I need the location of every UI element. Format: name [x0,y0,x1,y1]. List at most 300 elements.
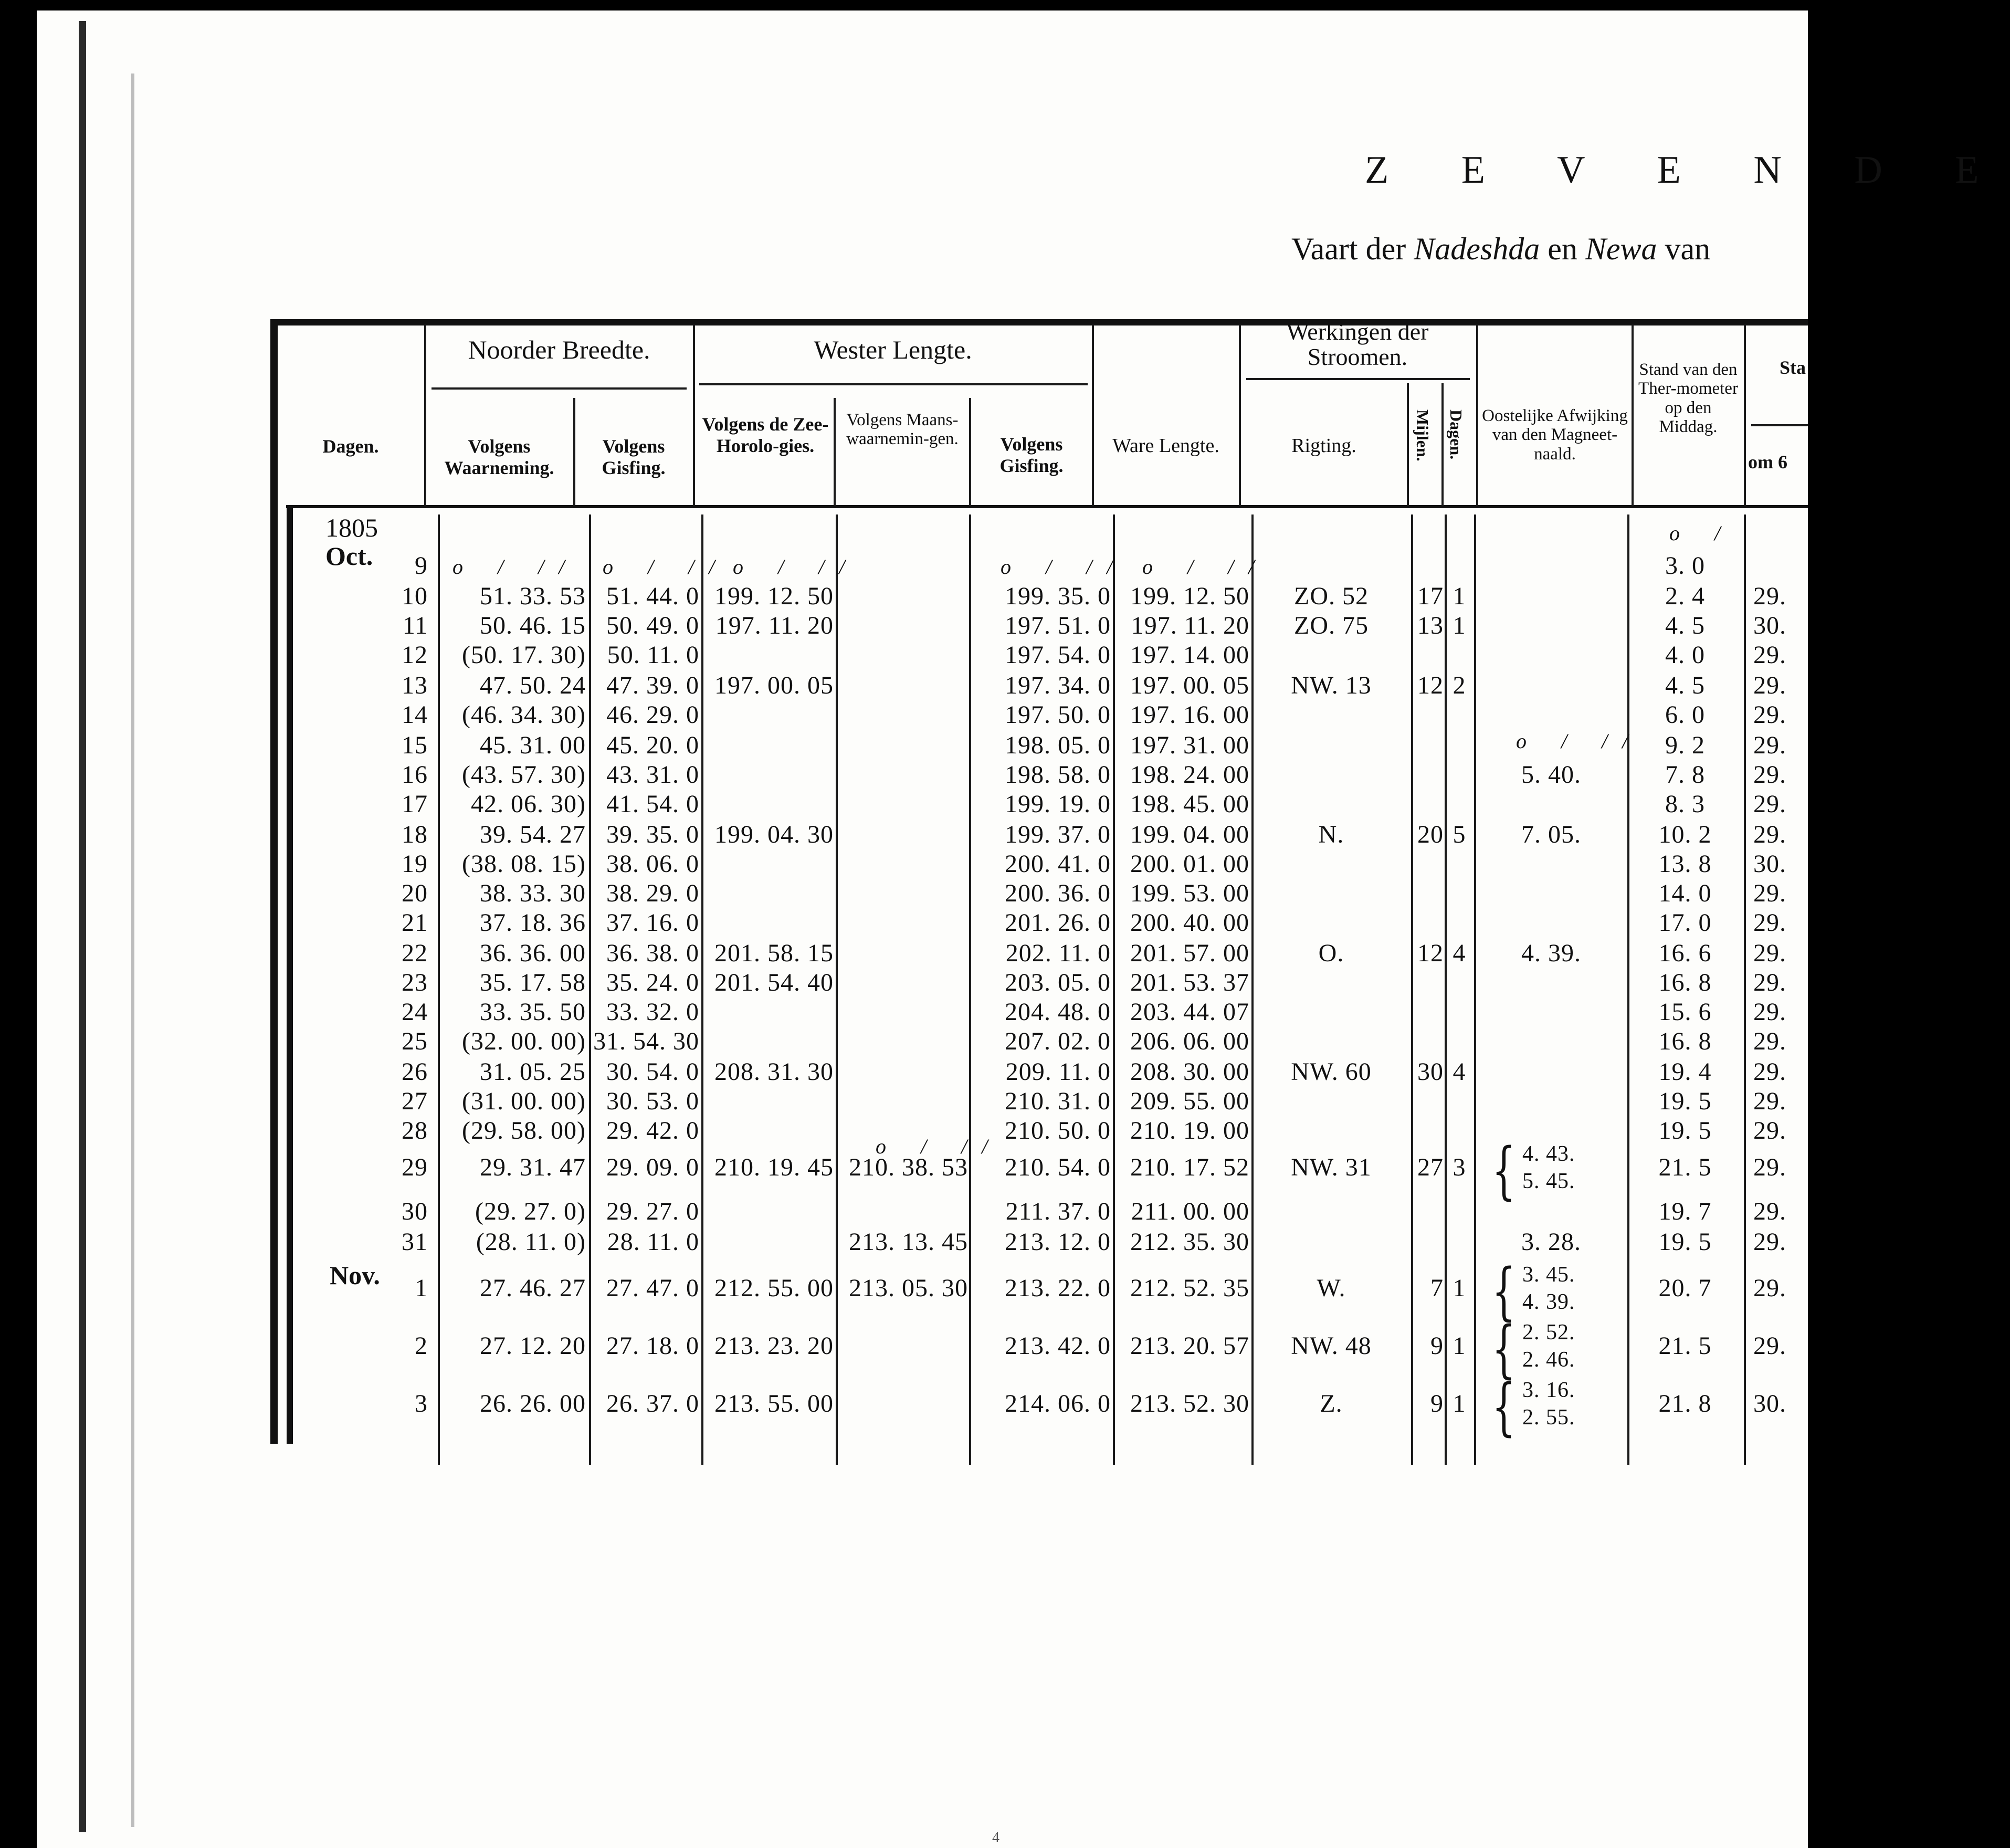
cell-barometer: 29. [1753,1087,1786,1115]
table-row [0,1197,1808,1226]
cell-ware-lengte: 197. 16. 00 [1130,701,1249,729]
header-group-rule [1246,378,1470,380]
cell-barometer: 29. [1753,731,1786,759]
cell-ware-lengte: 201. 57. 00 [1130,939,1249,967]
cell-barometer: 29. [1753,1228,1786,1256]
cell-wl-gissing: 209. 11. 0 [1005,1058,1111,1086]
cell-wl-horologies: 199. 12. 50 [714,582,834,610]
cell-barometer: 30. [1753,1390,1786,1418]
cell-barometer: 29. [1753,701,1786,729]
cell-nb-gissing: 47. 39. 0 [606,671,699,699]
cell-wl-horologies: 201. 58. 15 [714,939,834,967]
cell-mijlen: 30 [1417,1058,1444,1086]
cell-wl-horologies: 201. 54. 40 [714,969,834,996]
cell-nb-gissing: 26. 37. 0 [606,1390,699,1418]
units-nb-w: o / // [452,555,580,579]
cell-thermometer: 14. 0 [1658,879,1712,907]
cell-nb-waarneming: (32. 00. 00) [462,1027,586,1055]
table-row [0,1057,1808,1087]
cell-wl-gissing: 197. 34. 0 [1005,671,1111,699]
cell-thermometer: 21. 5 [1658,1332,1712,1360]
cell-wl-gissing: 213. 42. 0 [1005,1332,1111,1360]
brace-icon: { [1492,1312,1516,1385]
cell-rigting: O. [1318,939,1344,967]
cell-dagen: 4 [1453,1058,1466,1086]
cell-day: 29 [402,1153,428,1181]
cell-nb-gissing: 28. 11. 0 [607,1228,699,1256]
cell-afwijking-pair: 2. 46. [1522,1348,1575,1372]
cell-day: 2 [415,1332,428,1360]
cell-rigting: Z. [1320,1390,1343,1418]
cell-thermometer: 19. 7 [1658,1198,1712,1225]
units-wl-h: o / // [733,555,860,579]
cell-wl-gissing: 201. 26. 0 [1005,909,1111,937]
table-row [0,968,1808,998]
cell-wl-gissing: 214. 06. 0 [1005,1390,1111,1418]
cell-rigting: W. [1317,1274,1346,1302]
units-ware: o / // [1142,555,1269,579]
cell-nb-gissing: 29. 27. 0 [606,1198,699,1225]
cell-nb-waarneming: (46. 34. 30) [462,701,586,729]
cell-day: 28 [402,1117,428,1144]
units-wl-m: o / // [876,1135,1003,1158]
cell-barometer: 29. [1753,969,1786,996]
table-row [0,1255,1808,1327]
cell-nb-gissing: 46. 29. 0 [606,701,699,729]
cell-nb-waarneming: 33. 35. 50 [480,998,586,1026]
table-row [0,790,1808,819]
cell-thermometer: 20. 7 [1658,1274,1712,1302]
cell-wl-gissing: 207. 02. 0 [1005,1027,1111,1055]
cell-ware-lengte: 199. 53. 00 [1130,879,1249,907]
cell-afwijking-pair: 3. 16. [1522,1378,1575,1402]
cell-dagen: 1 [1453,1274,1466,1302]
cell-day: 18 [402,821,428,848]
cell-nb-waarneming: 29. 31. 47 [480,1153,586,1181]
header-thermometer: Stand van den Ther-mometer op den Middag. [1638,360,1738,436]
cell-day: 14 [402,701,428,729]
header-ware-lengte: Ware Lengte. [1112,435,1219,457]
cell-ware-lengte: 213. 52. 30 [1130,1390,1249,1418]
cell-barometer: 30. [1753,850,1786,878]
header-bottom-rule [286,505,1808,508]
month-nov: Nov. [330,1261,380,1290]
cell-nb-gissing: 39. 35. 0 [606,821,699,848]
cell-day: 12 [402,641,428,669]
cell-ware-lengte: 213. 20. 57 [1130,1332,1249,1360]
cell-barometer: 29. [1753,909,1786,937]
ship-name-2: Newa [1585,232,1657,266]
cell-thermometer: 10. 2 [1658,821,1712,848]
cell-wl-horologies: 212. 55. 00 [714,1274,834,1302]
cell-wl-gissing: 197. 50. 0 [1005,701,1111,729]
cell-barometer: 29. [1753,1198,1786,1225]
cell-wl-gissing: 200. 36. 0 [1005,879,1111,907]
cell-nb-waarneming: 47. 50. 24 [480,671,586,699]
cell-rigting: ZO. 52 [1294,582,1369,610]
cell-day: 25 [402,1027,428,1055]
cell-rigting: ZO. 75 [1294,612,1369,639]
cell-mijlen: 27 [1417,1153,1444,1181]
header-wl-gissing: Volgens Gisfing. [999,434,1064,477]
cell-mijlen: 12 [1417,671,1444,699]
table-row [0,1227,1808,1257]
cell-thermometer: 6. 0 [1665,701,1705,729]
cell-thermometer: 16. 6 [1658,939,1712,967]
cell-day: 19 [402,850,428,878]
cell-ware-lengte: 199. 12. 50 [1130,582,1249,610]
cell-wl-gissing: 200. 41. 0 [1005,850,1111,878]
cell-ware-lengte: 201. 53. 37 [1130,969,1249,996]
cell-wl-gissing: 213. 22. 0 [1005,1274,1111,1302]
units-nb-g: o / // [603,555,730,579]
cell-nb-gissing: 30. 54. 0 [606,1058,699,1086]
cell-thermometer: 19. 5 [1658,1117,1712,1144]
units-wl-g: o / // [1001,555,1128,579]
cell-wl-maans: 210. 38. 53 [849,1153,968,1181]
table-row [0,1312,1808,1385]
cell-rigting: N. [1318,821,1344,848]
cell-thermometer: 9. 2 [1665,731,1705,759]
cell-wl-horologies: 199. 04. 30 [714,821,834,848]
header-dagen-small: Dagen. [1447,410,1466,460]
header-wester-lengte: Wester Lengte. [814,335,972,364]
header-divider [1239,324,1241,506]
cell-afwijking-pair: 4. 39. [1522,1290,1575,1314]
header-subdivider [834,398,836,506]
cell-thermometer: 13. 8 [1658,850,1712,878]
cell-nb-waarneming: 37. 18. 36 [480,909,586,937]
cell-day: 9 [415,552,428,580]
cell-wl-gissing: 210. 31. 0 [1005,1087,1111,1115]
cell-mijlen: 7 [1430,1274,1444,1302]
cell-mijlen: 9 [1430,1390,1444,1418]
table-row [0,849,1808,879]
cell-ware-lengte: 206. 06. 00 [1130,1027,1249,1055]
cell-nb-waarneming: 27. 46. 27 [480,1274,586,1302]
cell-wl-gissing: 199. 35. 0 [1005,582,1111,610]
cell-nb-gissing: 33. 32. 0 [606,998,699,1026]
table-row [0,611,1808,640]
cell-ware-lengte: 209. 55. 00 [1130,1087,1249,1115]
cell-thermometer: 17. 0 [1658,909,1712,937]
cell-thermometer: 7. 8 [1665,761,1705,789]
table-row [0,760,1808,790]
cell-day: 1 [415,1274,428,1302]
cell-ware-lengte: 208. 30. 00 [1130,1058,1249,1086]
page-subheading [1291,231,1710,267]
cell-thermometer: 19. 5 [1658,1228,1712,1256]
cell-nb-waarneming: 35. 17. 58 [480,969,586,996]
ship-name-1: Nadeshda [1414,232,1540,266]
cell-afwijking: 3. 28. [1521,1228,1581,1256]
cell-nb-gissing: 29. 42. 0 [606,1117,699,1144]
cell-wl-maans: 213. 13. 45 [849,1228,968,1256]
subheading-suffix: van [1657,232,1711,266]
cell-dagen: 4 [1453,939,1466,967]
cell-dagen: 1 [1453,582,1466,610]
cell-ware-lengte: 212. 52. 35 [1130,1274,1249,1302]
brace-icon: { [1492,1370,1516,1443]
cell-barometer: 29. [1753,998,1786,1026]
cell-dagen: 1 [1453,612,1466,639]
table-row [0,1027,1808,1056]
cell-day: 3 [415,1390,428,1418]
cell-day: 30 [402,1198,428,1225]
cell-wl-gissing: 202. 11. 0 [1005,939,1111,967]
header-nb-gissing: Volgens Gisfing. [602,436,666,479]
table-row [0,820,1808,849]
cell-thermometer: 2. 4 [1665,582,1705,610]
cell-nb-waarneming: (29. 27. 0) [475,1198,586,1225]
cell-ware-lengte: 197. 31. 00 [1130,731,1249,759]
cell-afwijking: 7. 05. [1521,821,1581,848]
cell-ware-lengte: 197. 11. 20 [1131,612,1249,639]
cell-ware-lengte: 212. 35. 30 [1130,1228,1249,1256]
table-row [0,908,1808,938]
cell-dagen: 1 [1453,1332,1466,1360]
table-row [0,1087,1808,1116]
cell-day: 23 [402,969,428,996]
cell-wl-horologies: 213. 23. 20 [714,1332,834,1360]
table-row [0,640,1808,670]
cell-mijlen: 17 [1417,582,1444,610]
header-subdivider [1407,383,1409,506]
cell-nb-waarneming: (43. 57. 30) [462,761,586,789]
brace-icon: { [1492,1134,1516,1206]
cell-rigting: NW. 13 [1291,671,1372,699]
cell-nb-waarneming: (29. 58. 00) [462,1117,586,1144]
header-subdivider [969,398,971,506]
cell-day: 24 [402,998,428,1026]
cell-nb-gissing: 45. 20. 0 [606,731,699,759]
cell-day: 21 [402,909,428,937]
year-label: 1805 [325,513,378,542]
cell-wl-gissing: 210. 50. 0 [1005,1117,1111,1144]
cell-day: 16 [402,761,428,789]
cell-dagen: 3 [1453,1153,1466,1181]
cell-nb-gissing: 36. 38. 0 [606,939,699,967]
cell-barometer: 30. [1753,612,1786,639]
subheading-prefix: Vaart der [1291,232,1414,266]
cell-thermometer: 3. 0 [1665,552,1705,580]
cell-nb-gissing: 43. 31. 0 [606,761,699,789]
cell-thermometer: 15. 6 [1658,998,1712,1026]
cell-nb-gissing: 31. 54. 30 [593,1027,699,1055]
cell-nb-waarneming: 39. 54. 27 [480,821,586,848]
cell-afwijking-pair: 4. 43. [1522,1142,1575,1166]
cell-nb-waarneming: (38. 08. 15) [462,850,586,878]
cell-ware-lengte: 198. 24. 00 [1130,761,1249,789]
cell-thermometer: 19. 5 [1658,1087,1712,1115]
cell-nb-gissing: 37. 16. 0 [606,909,699,937]
cell-barometer: 29. [1753,1058,1786,1086]
cell-wl-gissing: 199. 19. 0 [1005,790,1111,818]
units-therm: o / [1669,521,1735,545]
cell-wl-horologies: 197. 00. 05 [714,671,834,699]
cell-wl-horologies: 208. 31. 30 [714,1058,834,1086]
header-afwijking: Oostelijke Afwijking van den Magneet-naald. [1482,406,1628,464]
cell-mijlen: 13 [1417,612,1444,639]
cell-rigting: NW. 48 [1291,1332,1372,1360]
table-row [0,700,1808,730]
cell-thermometer: 4. 5 [1665,612,1705,639]
header-noorder-breedte: Noorder Breedte. [468,335,650,364]
brace-icon: { [1492,1255,1516,1327]
cell-barometer: 29. [1753,939,1786,967]
cell-thermometer: 21. 5 [1658,1153,1712,1181]
table-row [0,1134,1808,1206]
cell-ware-lengte: 200. 40. 00 [1130,909,1249,937]
cell-barometer: 29. [1753,671,1786,699]
cell-nb-waarneming: 26. 26. 00 [480,1390,586,1418]
cell-nb-gissing: 29. 09. 0 [606,1153,699,1181]
cell-dagen: 2 [1453,671,1466,699]
cell-barometer: 29. [1753,582,1786,610]
table-row [0,582,1808,611]
cell-barometer: 29. [1753,790,1786,818]
cell-barometer: 29. [1753,879,1786,907]
cell-ware-lengte: 210. 17. 52 [1130,1153,1249,1181]
cell-day: 31 [402,1228,428,1256]
cell-nb-gissing: 50. 11. 0 [607,641,699,669]
cell-thermometer: 4. 5 [1665,671,1705,699]
cell-nb-waarneming: 36. 36. 00 [480,939,586,967]
page-mark: 4 [992,1830,999,1846]
header-werkingen: Werkingen der Stroomen. [1286,318,1429,371]
cell-wl-gissing: 199. 37. 0 [1005,821,1111,848]
table-row [0,1370,1808,1443]
cell-day: 13 [402,671,428,699]
cell-nb-gissing: 27. 18. 0 [606,1332,699,1360]
cell-day: 26 [402,1058,428,1086]
cell-nb-gissing: 51. 44. 0 [606,582,699,610]
cell-nb-gissing: 35. 24. 0 [606,969,699,996]
cell-mijlen: 9 [1430,1332,1444,1360]
cell-afwijking-pair: 2. 52. [1522,1320,1575,1345]
subheading-conj: en [1540,232,1585,266]
table-row [0,939,1808,968]
cell-barometer: 29. [1753,641,1786,669]
cell-wl-gissing: 197. 54. 0 [1005,641,1111,669]
cell-dagen: 5 [1453,821,1466,848]
cell-afwijking-pair: 5. 45. [1522,1169,1575,1193]
cell-wl-gissing: 197. 51. 0 [1005,612,1111,639]
cell-wl-gissing: 198. 58. 0 [1005,761,1111,789]
cell-barometer: 29. [1753,1153,1786,1181]
cell-wl-horologies: 197. 11. 20 [715,612,834,639]
cell-thermometer: 8. 3 [1665,790,1705,818]
cell-nb-waarneming: (50. 17. 30) [462,641,586,669]
cell-wl-gissing: 211. 37. 0 [1005,1198,1111,1225]
cell-ware-lengte: 197. 00. 05 [1130,671,1249,699]
cell-mijlen: 20 [1417,821,1444,848]
cell-wl-gissing: 204. 48. 0 [1005,998,1111,1026]
cell-afwijking: 4. 39. [1521,939,1581,967]
header-wl-horologies: Volgens de Zee-Horolo-gies. [702,414,829,457]
header-divider [1744,324,1746,506]
cell-wl-gissing: 213. 12. 0 [1005,1228,1111,1256]
cell-ware-lengte: 197. 14. 00 [1130,641,1249,669]
cell-ware-lengte: 198. 45. 00 [1130,790,1249,818]
header-dagen: Dagen. [322,436,379,457]
cell-day: 22 [402,939,428,967]
cell-day: 17 [402,790,428,818]
cell-day: 20 [402,879,428,907]
cell-afwijking-pair: 3. 45. [1522,1263,1575,1287]
header-nb-waarneming: Volgens Waarneming. [444,436,554,479]
cell-wl-horologies: 213. 55. 00 [714,1390,834,1418]
header-subdivider [1441,383,1444,506]
cell-nb-waarneming: (31. 00. 00) [462,1087,586,1115]
cell-ware-lengte: 210. 19. 00 [1130,1117,1249,1144]
header-divider [1476,324,1478,506]
cell-nb-waarneming: 27. 12. 20 [480,1332,586,1360]
cell-thermometer: 21. 8 [1658,1390,1712,1418]
cell-wl-gissing: 198. 05. 0 [1005,731,1111,759]
header-wl-maans: Volgens Maans-waarnemin-gen. [846,411,959,449]
cell-barometer: 29. [1753,821,1786,848]
table-row [0,731,1808,760]
cell-wl-gissing: 203. 05. 0 [1005,969,1111,996]
cell-day: 11 [402,612,428,639]
cell-afwijking: 5. 40. [1521,761,1581,789]
cell-barometer: 29. [1753,761,1786,789]
cell-ware-lengte: 200. 01. 00 [1130,850,1249,878]
cell-day: 15 [402,731,428,759]
cell-nb-gissing: 38. 06. 0 [606,850,699,878]
cell-barometer: 29. [1753,1332,1786,1360]
header-group-rule [1751,424,1808,426]
cell-thermometer: 16. 8 [1658,969,1712,996]
header-rigting: Rigting. [1291,435,1356,457]
table-top-rule [270,319,1808,326]
cell-nb-waarneming: 51. 33. 53 [480,582,586,610]
cell-barometer: 29. [1753,1117,1786,1144]
header-om6: om 6 [1748,452,1787,472]
table-row [0,879,1808,908]
cell-rigting: NW. 60 [1291,1058,1372,1086]
cell-nb-gissing: 41. 54. 0 [606,790,699,818]
cell-day: 10 [402,582,428,610]
cell-ware-lengte: 199. 04. 00 [1130,821,1249,848]
cell-nb-waarneming: 38. 33. 30 [480,879,586,907]
cell-nb-waarneming: (28. 11. 0) [476,1228,586,1256]
cell-wl-horologies: 210. 19. 45 [714,1153,834,1181]
cell-nb-waarneming: 31. 05. 25 [480,1058,586,1086]
header-group-rule [432,387,687,390]
cell-rigting: NW. 31 [1291,1153,1372,1181]
cell-dagen: 1 [1453,1390,1466,1418]
cell-barometer: 29. [1753,1027,1786,1055]
cell-nb-waarneming: 50. 46. 15 [480,612,586,639]
cell-ware-lengte: 203. 44. 07 [1130,998,1249,1026]
header-divider [1092,324,1094,506]
table-row [0,551,1808,581]
cell-nb-gissing: 30. 53. 0 [606,1087,699,1115]
cell-barometer: 29. [1753,1274,1786,1302]
cell-thermometer: 16. 8 [1658,1027,1712,1055]
header-group-rule [699,383,1088,385]
cell-ware-lengte: 211. 00. 00 [1131,1198,1249,1225]
cell-wl-gissing: 210. 54. 0 [1005,1153,1111,1181]
cell-nb-waarneming: 42. 06. 30) [471,790,586,818]
units-afw: o / // [1516,729,1643,753]
header-mijlen: Mijlen. [1413,410,1432,461]
cell-nb-gissing: 27. 47. 0 [606,1274,699,1302]
month-oct: Oct. [325,541,373,571]
cell-thermometer: 4. 0 [1665,641,1705,669]
